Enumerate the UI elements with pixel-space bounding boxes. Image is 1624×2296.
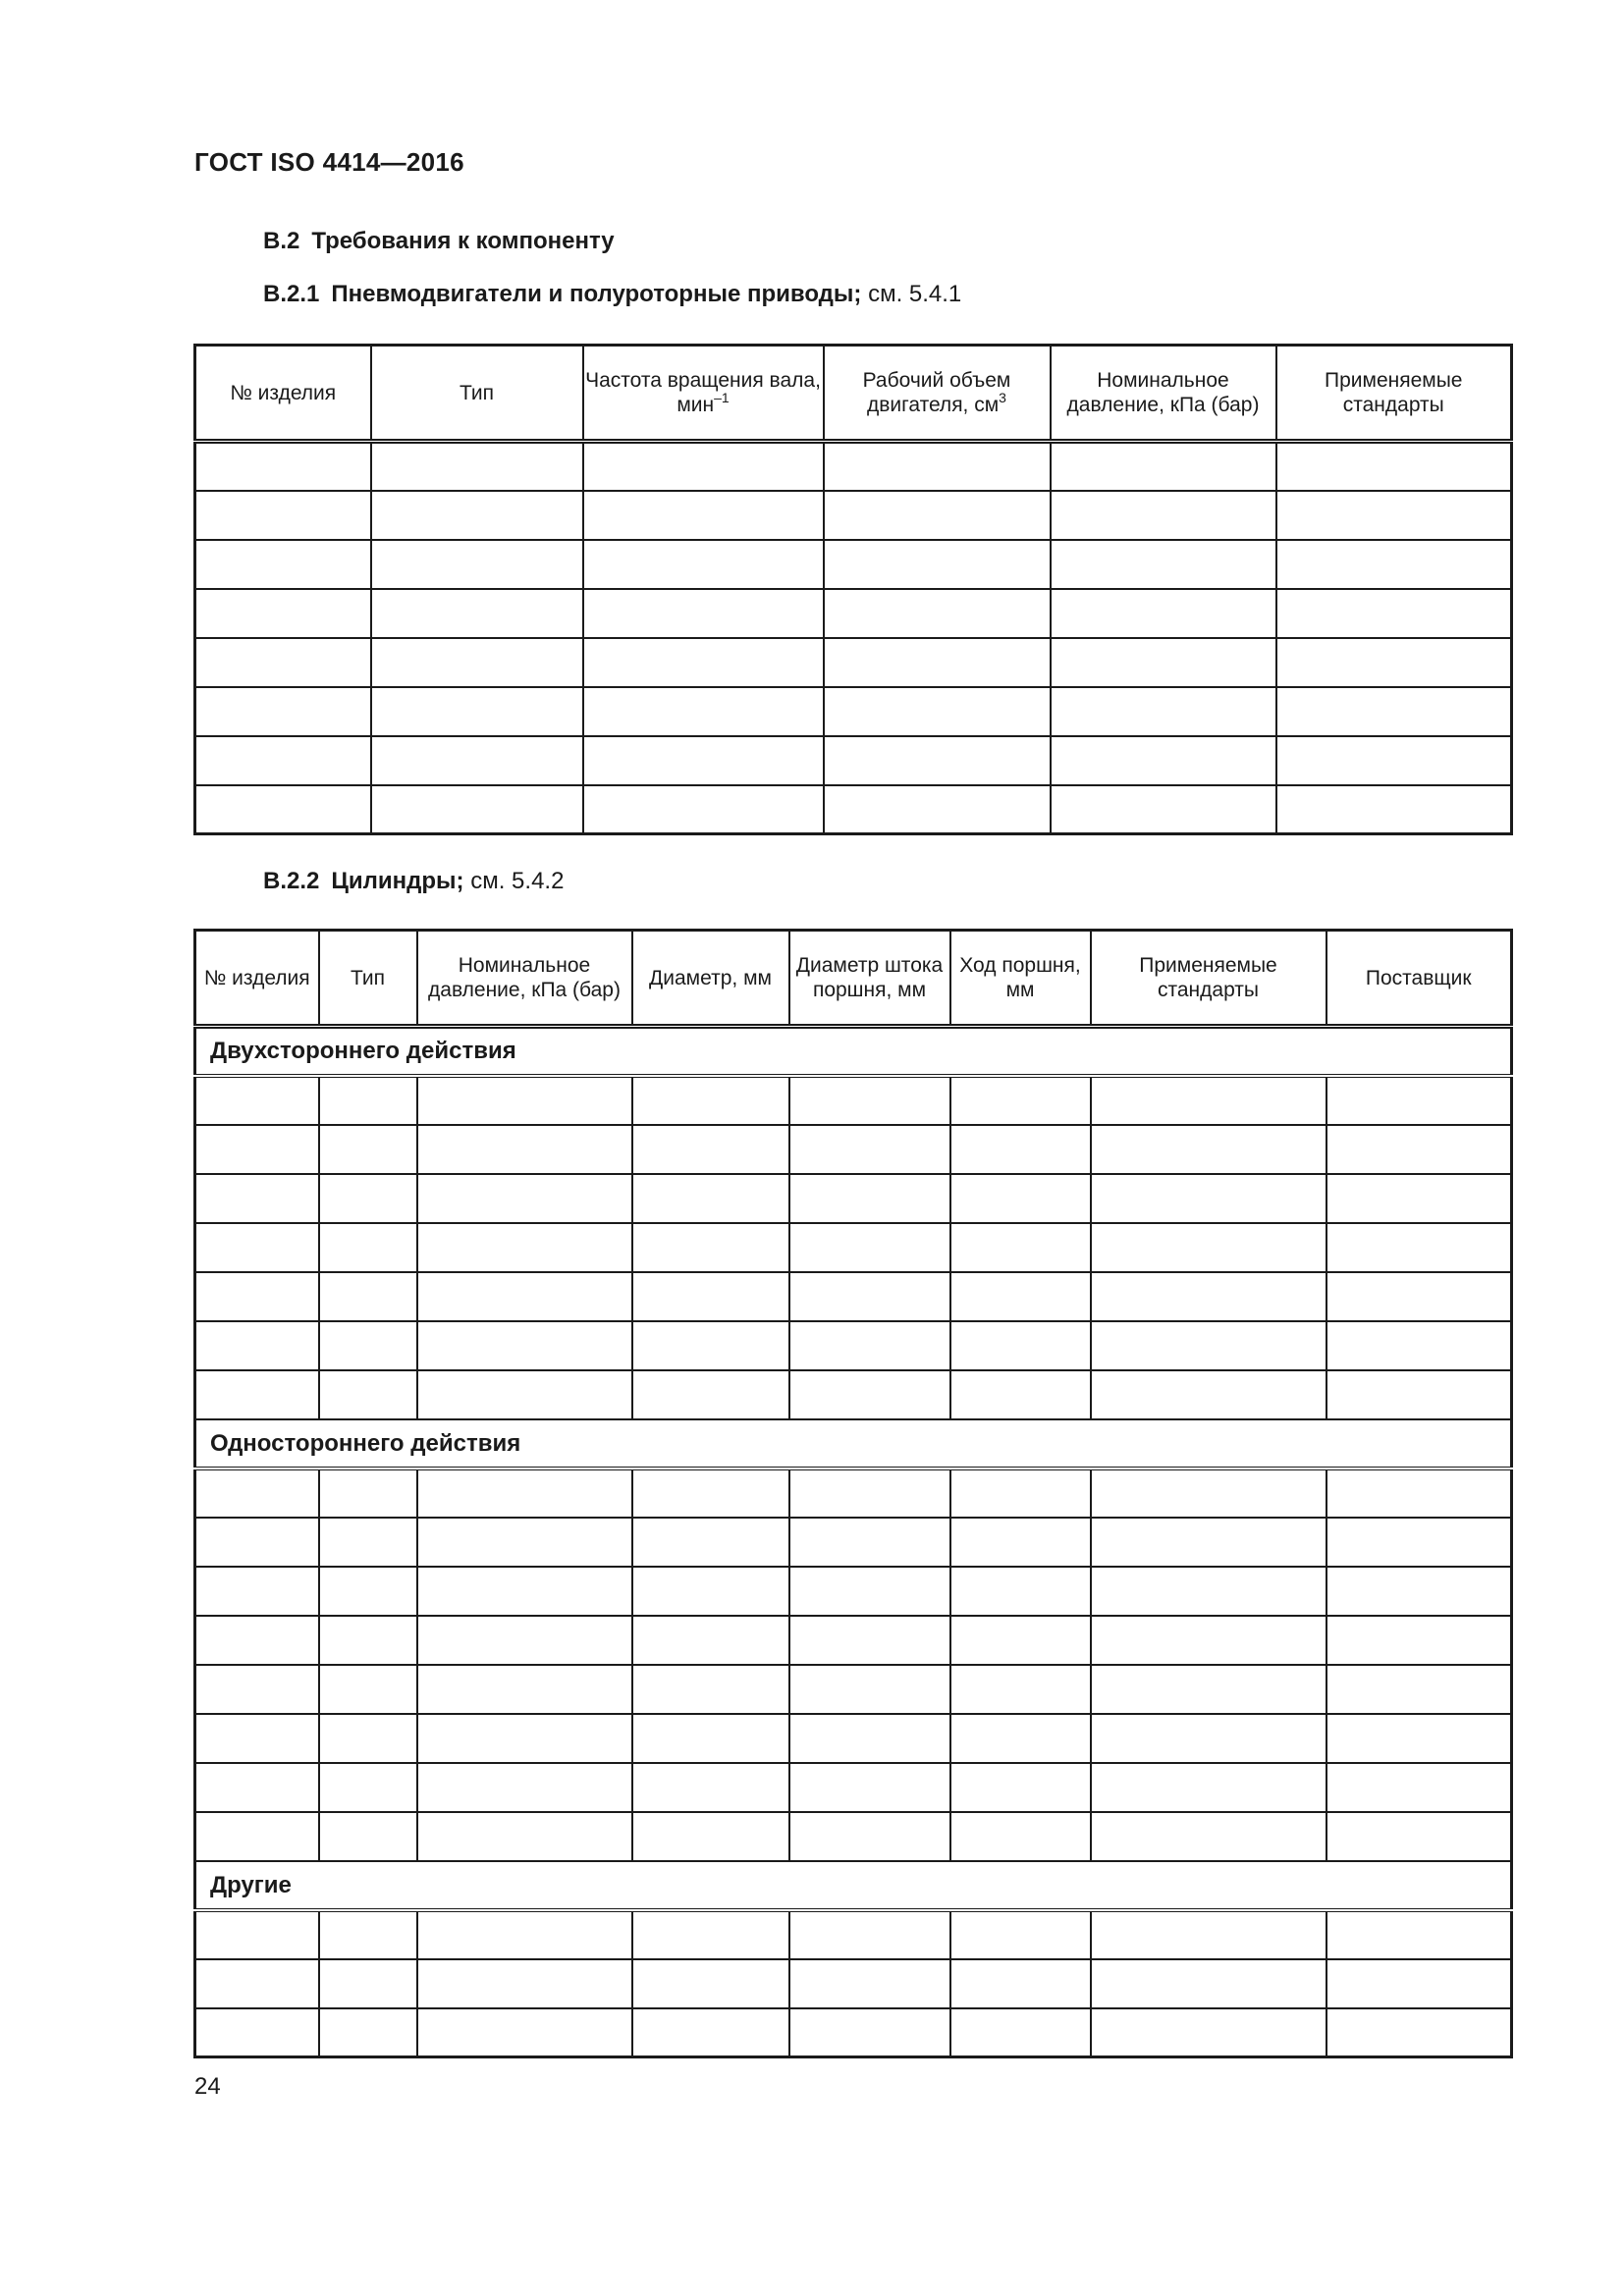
table-cell[interactable] [1276,736,1512,785]
table-row [195,1714,1512,1763]
table-cell[interactable] [195,785,371,834]
table-cell[interactable] [195,491,371,540]
table-cell[interactable] [950,1321,1091,1370]
table-cell[interactable] [195,687,371,736]
table-cell[interactable] [417,1518,632,1567]
table-cell[interactable] [632,1616,789,1665]
table-cell[interactable] [195,1076,319,1125]
table-cell[interactable] [583,687,824,736]
table-cell[interactable] [950,1910,1091,1959]
table-cell[interactable] [632,1665,789,1714]
table-cell[interactable] [417,1076,632,1125]
table-cell[interactable] [319,1567,417,1616]
table-row [195,540,1512,589]
table-cell[interactable] [824,442,1051,491]
table-cell[interactable] [417,1370,632,1419]
table-cell[interactable] [1091,1272,1326,1321]
table-cell[interactable] [195,1567,319,1616]
table-cell[interactable] [319,1468,417,1518]
table-cell[interactable] [950,1959,1091,2008]
table-cell[interactable] [950,1370,1091,1419]
cylinders-table [193,929,1513,2058]
table-cell[interactable] [319,1370,417,1419]
table-cell[interactable] [632,1763,789,1812]
table-cell[interactable] [1326,1370,1512,1419]
table-cell[interactable] [195,1321,319,1370]
table-row [195,1763,1512,1812]
table-cell[interactable] [417,1714,632,1763]
table-cell[interactable] [417,2008,632,2057]
table-cell[interactable] [1091,1763,1326,1812]
table-cell[interactable] [789,1223,950,1272]
table-cell[interactable] [950,1125,1091,1174]
table-cell[interactable] [789,1910,950,1959]
table-cell[interactable] [1326,1518,1512,1567]
table-row [195,1370,1512,1419]
table-cell[interactable] [1091,1370,1326,1419]
table-cell[interactable] [1326,1174,1512,1223]
table-cell[interactable] [1091,1959,1326,2008]
table-cell[interactable] [319,1665,417,1714]
table-cell[interactable] [1326,1812,1512,1861]
table-cell[interactable] [1276,491,1512,540]
table-cell[interactable] [632,1174,789,1223]
group-row [195,1419,1512,1468]
table-cell[interactable] [632,1321,789,1370]
header-cell-supplier: Поставщик [1326,931,1512,1027]
table-cell[interactable] [1326,1665,1512,1714]
table-cell[interactable] [319,1272,417,1321]
table-cell[interactable] [1326,1959,1512,2008]
table-cell[interactable] [583,785,824,834]
table-cell[interactable] [195,1959,319,2008]
table-cell[interactable] [371,638,583,687]
table-cell[interactable] [195,1468,319,1518]
table-cell[interactable] [319,1616,417,1665]
table-cell[interactable] [1326,1616,1512,1665]
table-row [195,491,1512,540]
table-cell[interactable] [1276,785,1512,834]
table-cell[interactable] [824,638,1051,687]
table-cell[interactable] [789,1812,950,1861]
table-cell[interactable] [789,1616,950,1665]
header-cell-type: Тип [371,346,583,442]
table-cell[interactable] [950,1518,1091,1567]
header-cell-item-number: № изделия [195,346,371,442]
table-cell[interactable] [1091,1910,1326,1959]
section-title: Пневмодвигатели и полуроторные приводы; [331,281,862,307]
table-cell[interactable] [632,1223,789,1272]
table-cell[interactable] [1091,1076,1326,1125]
table-row [195,1223,1512,1272]
table-cell[interactable] [1091,1616,1326,1665]
group-label: Двухстороннего действия [195,1027,1512,1076]
document-standard-header: ГОСТ ISO 4414—2016 [194,147,464,177]
table-row [195,1125,1512,1174]
table-cell[interactable] [632,1076,789,1125]
table-cell[interactable] [950,1763,1091,1812]
table-cell[interactable] [1091,1321,1326,1370]
group-row [195,1861,1512,1910]
table-cell[interactable] [195,540,371,589]
table-cell[interactable] [417,1468,632,1518]
table-cell[interactable] [789,1567,950,1616]
table-cell[interactable] [583,491,824,540]
group-row [195,1027,1512,1076]
header-cell-nominal-pressure: Номинальное давление, кПа (бар) [1051,346,1276,442]
table-cell[interactable] [319,1125,417,1174]
table-cell[interactable] [632,1714,789,1763]
table-cell[interactable] [417,1174,632,1223]
table-cell[interactable] [195,1665,319,1714]
table-cell[interactable] [950,1567,1091,1616]
table-cell[interactable] [824,540,1051,589]
header-cell-type: Тип [319,931,417,1027]
table-cell[interactable] [1051,687,1276,736]
table-cell[interactable] [583,540,824,589]
table-cell[interactable] [1276,540,1512,589]
table-cell[interactable] [824,491,1051,540]
group-label: Другие [195,1861,1512,1910]
table-cell[interactable] [824,687,1051,736]
table-cell[interactable] [583,442,824,491]
header-cell-nominal-pressure: Номинальное давление, кПа (бар) [417,931,632,1027]
table-cell[interactable] [1091,1812,1326,1861]
table-cell[interactable] [1091,1174,1326,1223]
table-cell[interactable] [1326,1567,1512,1616]
header-cell-standards: Применяемые стандарты [1276,346,1512,442]
table-row [195,785,1512,834]
header-cell-standards: Применяемые стандарты [1091,931,1326,1027]
table-cell[interactable] [1326,1321,1512,1370]
table-cell[interactable] [824,785,1051,834]
table-row [195,589,1512,638]
table-cell[interactable] [789,1125,950,1174]
table-cell[interactable] [319,1321,417,1370]
table-cell[interactable] [371,540,583,589]
table-cell[interactable] [319,1714,417,1763]
table-cell[interactable] [319,1076,417,1125]
table-cell[interactable] [1051,589,1276,638]
table-cell[interactable] [950,2008,1091,2057]
table-cell[interactable] [632,1272,789,1321]
header-cell-displacement: Рабочий объем двигателя, $см^3$ [824,346,1051,442]
table-cell[interactable] [950,1174,1091,1223]
table-cell[interactable] [1276,589,1512,638]
table-cell[interactable] [417,1125,632,1174]
table-row [195,1272,1512,1321]
table-cell[interactable] [371,442,583,491]
table-row [195,1174,1512,1223]
table-cell[interactable] [371,785,583,834]
table-row [195,442,1512,491]
header-cell-item-number: № изделия [195,931,319,1027]
table-cell[interactable] [789,1272,950,1321]
table-cell[interactable] [195,736,371,785]
table-cell[interactable] [195,1714,319,1763]
table-cell[interactable] [195,1272,319,1321]
page-number: 24 [194,2073,221,2100]
section-reference: см. 5.4.2 [470,868,565,894]
table-cell[interactable] [195,1174,319,1223]
table-cell[interactable] [789,1665,950,1714]
table-cell[interactable] [417,1910,632,1959]
table-cell[interactable] [950,1223,1091,1272]
table-cell[interactable] [417,1665,632,1714]
table-cell[interactable] [1276,442,1512,491]
table-cell[interactable] [319,1518,417,1567]
table-cell[interactable] [195,1812,319,1861]
table-cell[interactable] [632,1910,789,1959]
group-label: Одностороннего действия [195,1419,1512,1468]
table-cell[interactable] [950,1076,1091,1125]
table-cell[interactable] [1051,736,1276,785]
table-cell[interactable] [1326,1223,1512,1272]
table-cell[interactable] [195,1763,319,1812]
table-cell[interactable] [1326,1763,1512,1812]
header-cell-rod-diameter: Диаметр штока поршня, мм [789,931,950,1027]
table-row [195,1665,1512,1714]
table-cell[interactable] [195,1518,319,1567]
table-cell[interactable] [950,1812,1091,1861]
table-row [195,1076,1512,1125]
table-cell[interactable] [789,1714,950,1763]
table-cell[interactable] [632,1468,789,1518]
table-cell[interactable] [1326,1272,1512,1321]
table-row [195,1616,1512,1665]
table-cell[interactable] [632,2008,789,2057]
table-cell[interactable] [371,589,583,638]
header-cell-diameter: Диаметр, мм [632,931,789,1027]
table-cell[interactable] [195,1370,319,1419]
table-cell[interactable] [950,1272,1091,1321]
table-cell[interactable] [632,1518,789,1567]
table-cell[interactable] [789,1076,950,1125]
table-cell[interactable] [583,736,824,785]
table-cell[interactable] [824,736,1051,785]
table-cell[interactable] [319,1223,417,1272]
table-row [195,638,1512,687]
table-row [195,1910,1512,1959]
section-title: Требования к компоненту [311,228,615,254]
table-cell[interactable] [1091,1665,1326,1714]
table-cell[interactable] [195,1223,319,1272]
table-cell[interactable] [371,687,583,736]
section-number: B.2 [263,228,300,254]
table-cell[interactable] [789,1321,950,1370]
table-cell[interactable] [632,1567,789,1616]
table-cell[interactable] [950,1714,1091,1763]
table-cell[interactable] [824,589,1051,638]
table-row [195,1468,1512,1518]
table-cell[interactable] [1326,2008,1512,2057]
table-cell[interactable] [583,589,824,638]
table-row [195,1567,1512,1616]
table-cell[interactable] [195,442,371,491]
table-cell[interactable] [417,1763,632,1812]
table-cell[interactable] [195,638,371,687]
table-cell[interactable] [1051,540,1276,589]
table-cell[interactable] [371,491,583,540]
section-b21-heading [263,281,961,308]
table-cell[interactable] [319,1812,417,1861]
table-cell[interactable] [1326,1910,1512,1959]
table-cell[interactable] [417,1812,632,1861]
table-cell[interactable] [1091,1518,1326,1567]
table-cell[interactable] [1091,2008,1326,2057]
table-cell[interactable] [632,1959,789,2008]
table-row [195,687,1512,736]
table-cell[interactable] [789,1370,950,1419]
table-row [195,2008,1512,2057]
table-cell[interactable] [789,1959,950,2008]
header-cell-stroke: Ход поршня, мм [950,931,1091,1027]
table-cell[interactable] [1091,1223,1326,1272]
table-cell[interactable] [1091,1567,1326,1616]
table-cell[interactable] [319,1174,417,1223]
table-cell[interactable] [195,1125,319,1174]
table-cell[interactable] [319,1959,417,2008]
section-reference: см. 5.4.1 [868,281,962,307]
table-cell[interactable] [632,1125,789,1174]
table-cell[interactable] [789,1174,950,1223]
table-cell[interactable] [417,1272,632,1321]
table-row [195,1812,1512,1861]
table-cell[interactable] [950,1468,1091,1518]
table-cell[interactable] [1051,491,1276,540]
table-cell[interactable] [417,1321,632,1370]
table-cell[interactable] [789,2008,950,2057]
table-cell[interactable] [789,1763,950,1812]
table-cell[interactable] [1326,1076,1512,1125]
section-title: Цилиндры; [331,868,464,894]
table-cell[interactable] [583,638,824,687]
table-cell[interactable] [417,1567,632,1616]
table-cell[interactable] [319,2008,417,2057]
table-cell[interactable] [1051,785,1276,834]
table-cell[interactable] [1091,1468,1326,1518]
table-cell[interactable] [417,1223,632,1272]
section-number: B.2.2 [263,868,320,894]
motors-table [193,344,1513,835]
section-b22-heading [263,868,564,895]
table-cell[interactable] [1091,1125,1326,1174]
table-cell[interactable] [1326,1468,1512,1518]
section-b2-heading [263,228,615,255]
table-cell[interactable] [417,1616,632,1665]
table-cell[interactable] [950,1616,1091,1665]
table-row [195,736,1512,785]
table-cell[interactable] [632,1370,789,1419]
table-cell[interactable] [417,1959,632,2008]
table-cell[interactable] [1326,1714,1512,1763]
table-cell[interactable] [1051,638,1276,687]
header-cell-rotation-speed: Частота вращения вала, мин$^{-1}$ [583,346,824,442]
table-row [195,1518,1512,1567]
table-cell[interactable] [632,1812,789,1861]
table-row [195,1321,1512,1370]
table-header-row [195,931,1512,1027]
table-cell[interactable] [1051,442,1276,491]
table-cell[interactable] [195,2008,319,2057]
table-cell[interactable] [1326,1125,1512,1174]
table-cell[interactable] [319,1910,417,1959]
table-cell[interactable] [195,1910,319,1959]
table-cell[interactable] [950,1665,1091,1714]
table-cell[interactable] [195,589,371,638]
table-cell[interactable] [195,1616,319,1665]
table-cell[interactable] [319,1763,417,1812]
table-cell[interactable] [1276,687,1512,736]
section-number: B.2.1 [263,281,320,307]
table-header-row [195,346,1512,442]
table-cell[interactable] [371,736,583,785]
table-cell[interactable] [789,1468,950,1518]
table-cell[interactable] [1091,1714,1326,1763]
table-row [195,1959,1512,2008]
table-cell[interactable] [1276,638,1512,687]
table-cell[interactable] [789,1518,950,1567]
